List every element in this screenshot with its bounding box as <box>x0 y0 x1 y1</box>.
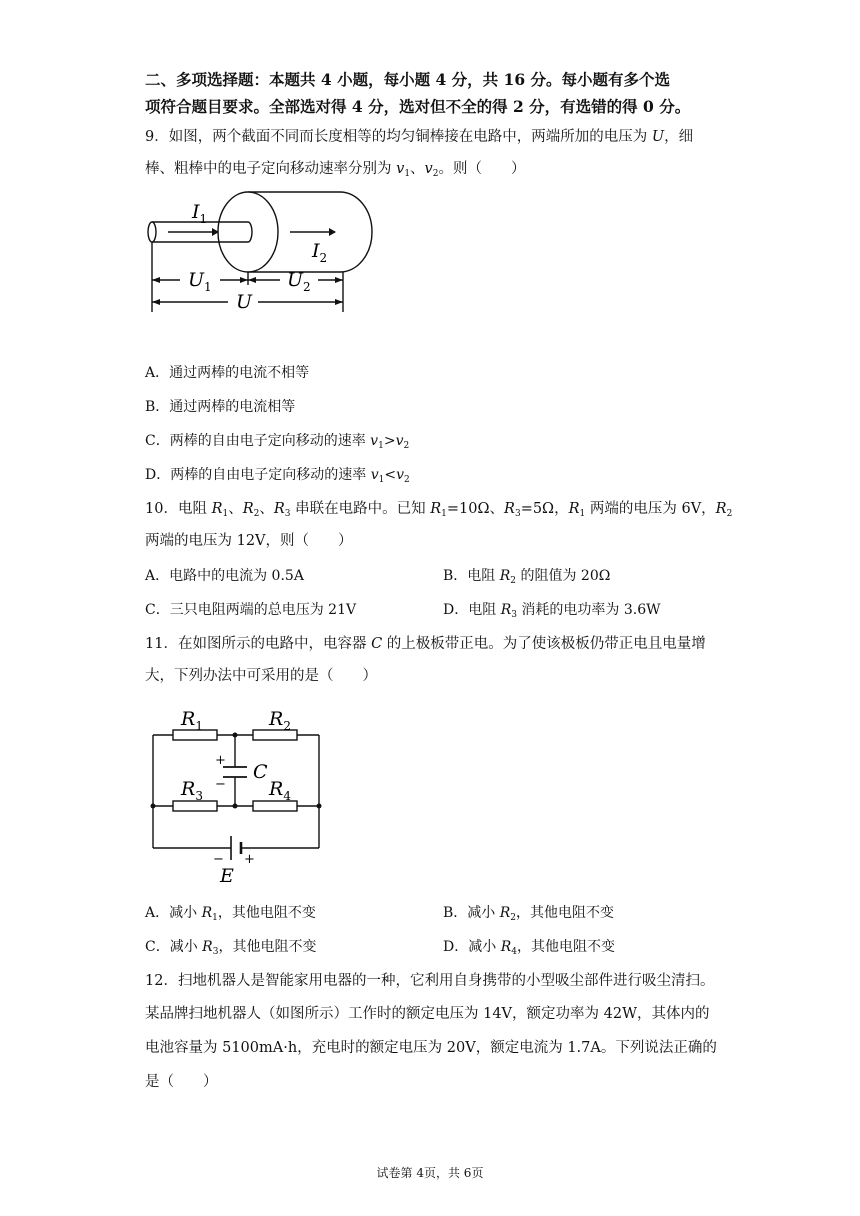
q12-stem-line4: 是（ ） <box>145 1074 218 1090</box>
q9-option-d[interactable]: D．两棒的自由电子定向移动的速率 $v_1<v_2$ <box>145 467 410 485</box>
q10-option-c[interactable]: C．三只电阻两端的总电压为 21V <box>145 602 357 618</box>
capacitor-minus-sign: − <box>215 777 226 792</box>
q12-stem-line1: 12．扫地机器人是智能家用电器的一种，它利用自身携带的小型吸尘部件进行吸尘清扫。 <box>145 973 715 989</box>
battery-plus-sign: + <box>244 852 255 867</box>
label-U: U <box>236 291 253 313</box>
label-E: E <box>220 865 234 887</box>
q9-option-b[interactable]: B．通过两棒的电流相等 <box>145 399 296 415</box>
label-R4: $R_4$ <box>269 778 291 803</box>
label-R2: $R_2$ <box>269 708 291 733</box>
q12-stem-line2: 某品牌扫地机器人（如图所示）工作时的额定电压为 14V，额定功率为 42W，其体内的 <box>145 1006 710 1022</box>
label-I2: $I_2$ <box>312 240 328 265</box>
q9-option-c[interactable]: C．两棒的自由电子定向移动的速率 $v_1>v_2$ <box>145 433 410 451</box>
q10-option-a[interactable]: A．电路中的电流为 0.5A <box>145 568 304 584</box>
page-footer: 试卷第 4页，共 6页 <box>376 1166 484 1180</box>
q11-option-d[interactable]: D．减小 $R_4$，其他电阻不变 <box>443 939 615 957</box>
label-U1: $U_1$ <box>188 269 212 294</box>
q11-stem-line1: 11．在如图所示的电路中，电容器 C 的上极板带正电。为了使该极板仍带正电且电量增 <box>145 636 706 652</box>
q11-option-c[interactable]: C．减小 $R_3$，其他电阻不变 <box>145 939 317 957</box>
label-C: C <box>253 761 268 783</box>
q11-option-a[interactable]: A．减小 $R_1$，其他电阻不变 <box>145 905 316 923</box>
label-I1: $I_1$ <box>192 201 208 226</box>
q9-stem-line1: 9．如图，两个截面不同而长度相等的均匀铜棒接在电路中，两端所加的电压为 U，细 <box>145 129 694 145</box>
q9-stem-line2: 棒、粗棒中的电子定向移动速率分别为 $v_1$、$v_2$。则（ ） <box>145 161 526 179</box>
q11-circuit-figure <box>145 700 335 890</box>
capacitor-plus-sign: + <box>215 753 226 768</box>
q10-stem-line2: 两端的电压为 12V，则（ ） <box>145 533 353 549</box>
label-R1: $R_1$ <box>181 708 203 733</box>
label-U2: $U_2$ <box>287 269 311 294</box>
section-heading-line1: 二、多项选择题：本题共 4 小题，每小题 4 分，共 16 分。每小题有多个选 <box>145 70 671 89</box>
q9-copper-rods-figure <box>140 185 380 320</box>
label-R3: $R_3$ <box>181 778 203 803</box>
q10-option-b[interactable]: B．电阻 $R_2$ 的阻值为 20Ω <box>443 568 611 586</box>
battery-minus-sign: − <box>213 852 224 867</box>
q9-option-a[interactable]: A．通过两棒的电流不相等 <box>145 365 310 381</box>
q11-stem-line2: 大，下列办法中可采用的是（ ） <box>145 668 377 684</box>
q10-option-d[interactable]: D．电阻 $R_3$ 消耗的电功率为 3.6W <box>443 602 661 620</box>
q12-stem-line3: 电池容量为 5100mA·h，充电时的额定电压为 20V，额定电流为 1.7A。下列说法正确的 <box>145 1040 717 1056</box>
q10-stem-line1: 10．电阻 $R_1$、$R_2$、$R_3$ 串联在电路中。已知 $R_1=10\Omega$、$R_3=5\Omega$，$R_1$ 两端的电压为 6V，$R_2$ <box>145 501 733 519</box>
section-heading-line2: 项符合题目要求。全部选对得 4 分，选对但不全的得 2 分，有选错的得 0 分。 <box>145 97 691 116</box>
q11-option-b[interactable]: B．减小 $R_2$，其他电阻不变 <box>443 905 615 923</box>
